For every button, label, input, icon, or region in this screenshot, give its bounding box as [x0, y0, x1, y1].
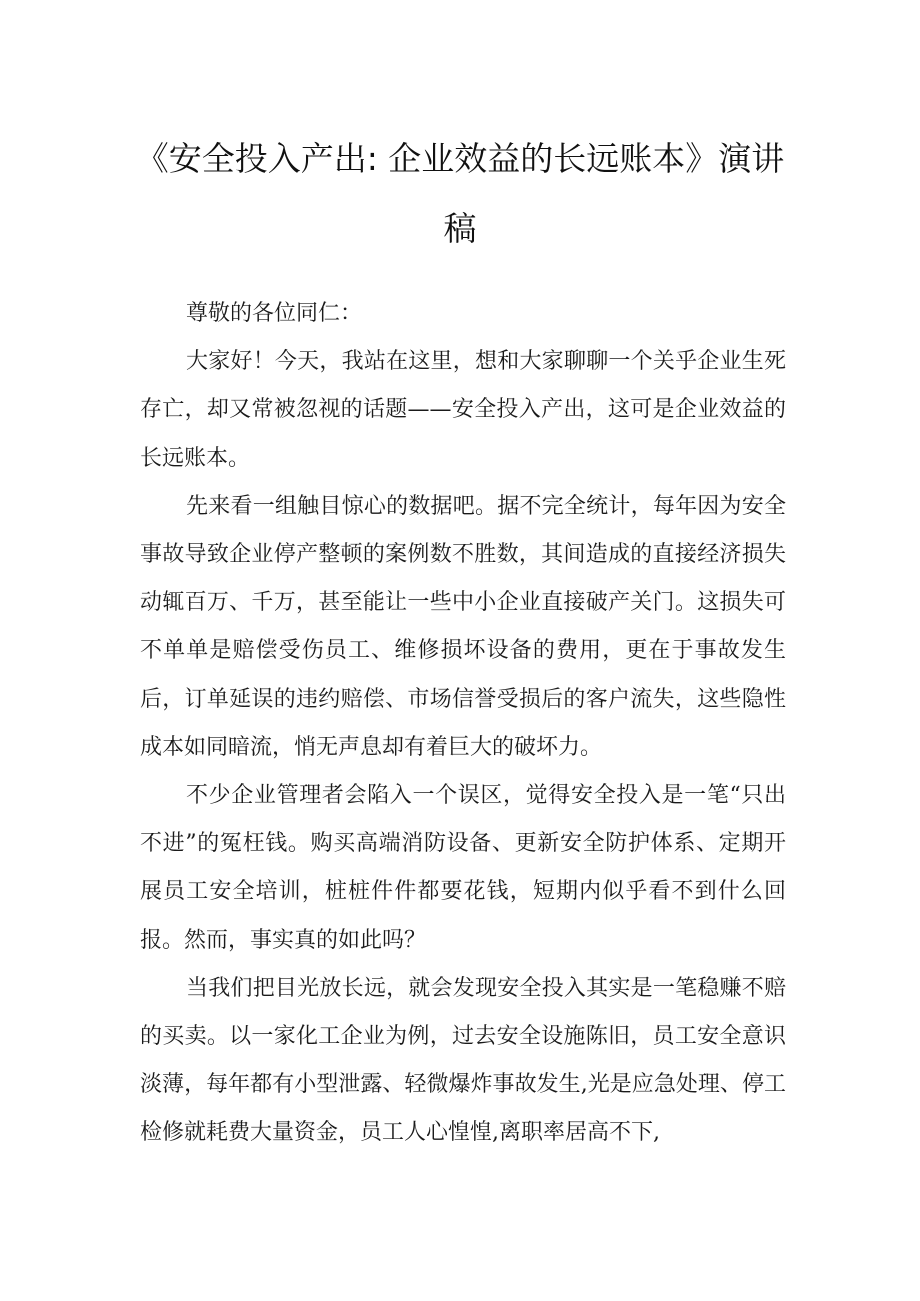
speech-body — [140, 290, 786, 1158]
paragraph-misconception: 不少企业管理者会陷入一个误区，觉得安全投入是一笔“只出不进”的冤枉钱。购买高端消防设备、更新安全防护体系、定期开展员工安全培训，桩桩件件都要花钱，短期内似乎看不到什么回报。然而，事实真的如此吗？ — [140, 783, 786, 953]
paragraph-example: 当我们把目光放长远，就会发现安全投入其实是一笔稳赚不赔的买卖。以一家化工企业为例，过去安全设施陈旧，员工安全意识淡薄，每年都有小型泄露、轻微爆炸事故发生,光是应急处理、停工检修就耗费大量资金，员工人心惶惶,离职率居高不下, — [140, 975, 786, 1146]
salutation: 尊敬的各位同仁： — [186, 301, 363, 326]
speech-title: 《安全投入产出: 企业效益的长远账本》演讲稿 — [135, 139, 785, 248]
paragraph-greeting: 大家好！今天，我站在这里，想和大家聊聊一个关乎企业生死存亡，却又常被忽视的话题——安全投入产出，这可是企业效益的长远账本。 — [140, 349, 786, 471]
paragraph-data: 先来看一组触目惊心的数据吧。据不完全统计，每年因为安全事故导致企业停产整顿的案例数不胜数，其间造成的直接经济损失动辄百万、千万，甚至能让一些中小企业直接破产关门。这损失可不单单是赔偿受伤员工、维修损坏设备的费用，更在于事故发生后，订单延误的违约赔偿、市场信誉受损后的客户流失，这些隐性成本如同暗流，悄无声息却有着巨大的破坏力。 — [140, 493, 786, 760]
